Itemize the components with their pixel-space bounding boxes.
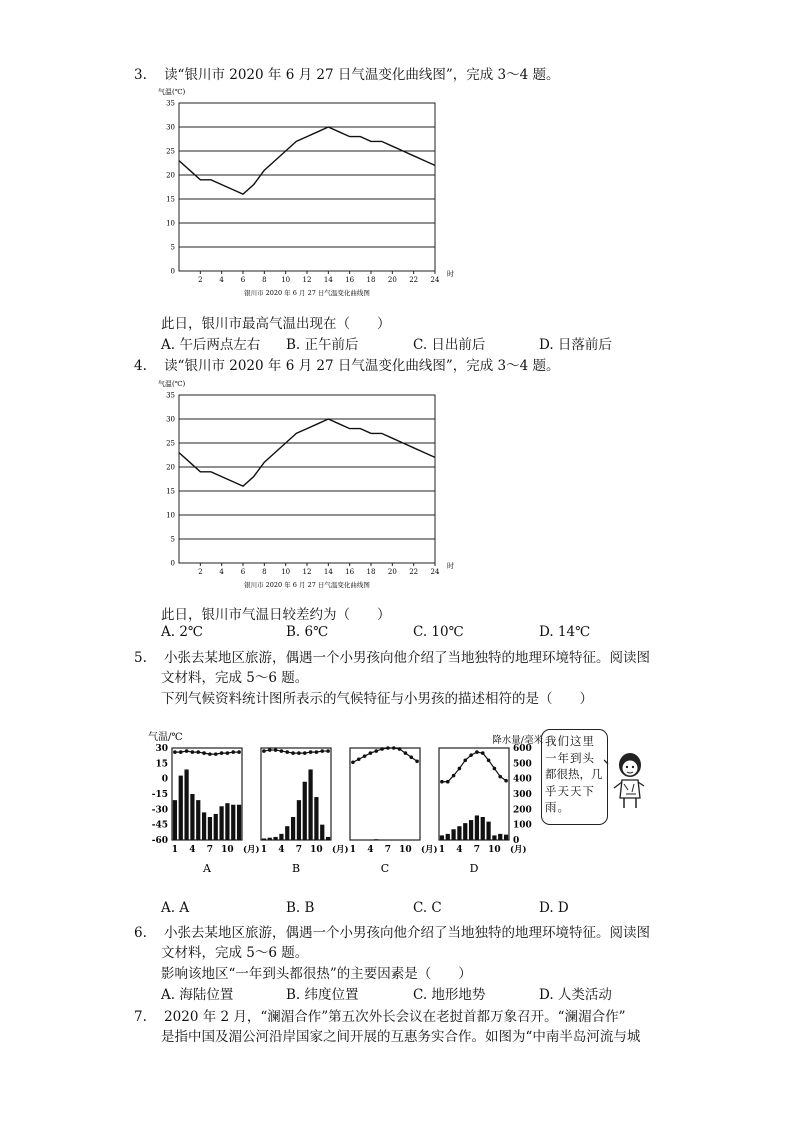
x-tick-label: 8 (262, 276, 267, 284)
temp-point (309, 750, 313, 754)
question-6-stem-line-1: 6. 小张去某地区旅游，偶遇一个小男孩向他介绍了当地独特的地理环境特征。阅读图 (134, 925, 651, 941)
x-tick-label: 18 (366, 568, 376, 576)
temp-point (220, 751, 224, 755)
x-tick-label: 6 (240, 568, 246, 576)
question-5-option-c[interactable]: C. C (413, 900, 442, 916)
temp-point (214, 752, 218, 756)
month-unit-label: (月) (421, 845, 438, 855)
chart-caption: 银川市 2020 年 6 月 27 日气温变化曲线图 (244, 289, 370, 297)
precip-bar (225, 803, 229, 840)
temp-line (264, 750, 328, 753)
temp-point (179, 750, 183, 754)
question-6-option-b[interactable]: B. 纬度位置 (286, 987, 359, 1003)
temp-point (440, 780, 444, 784)
x-tick-label: 14 (323, 568, 333, 576)
precip-bar (285, 826, 289, 840)
month-unit-label: (月) (510, 845, 527, 855)
y-tick-label: 5 (170, 535, 175, 544)
temp-point (173, 750, 177, 754)
temp-point (487, 758, 491, 762)
y-axis-label: 气温(℃) (158, 380, 186, 388)
temp-point (481, 751, 485, 755)
precip-bar (498, 834, 502, 840)
question-4-stem: 4. 读“银川市 2020 年 6 月 27 日气温变化曲线图”，完成 3～4 题。 (134, 358, 560, 374)
x-axis-label: 时 (447, 270, 454, 278)
x-tick-label: 6 (240, 276, 246, 284)
temperature-line (179, 127, 435, 194)
temp-tick-label: -60 (151, 836, 168, 846)
temperature-line (179, 419, 435, 486)
temp-point (374, 749, 378, 753)
chart-caption: 银川市 2020 年 6 月 27 日气温变化曲线图 (244, 581, 370, 589)
question-3-option-a[interactable]: A. 午后两点左右 (161, 337, 261, 353)
x-tick-label: 16 (345, 568, 355, 576)
question-3-option-d[interactable]: D. 日落前后 (539, 337, 612, 353)
x-tick-label: 8 (262, 568, 267, 576)
question-4-option-d[interactable]: D. 14℃ (539, 624, 591, 640)
month-label: 10 (310, 845, 323, 855)
month-label: 7 (473, 845, 481, 855)
x-tick-label: 2 (198, 276, 203, 284)
x-tick-label: 20 (387, 276, 397, 284)
question-5-option-b[interactable]: B. B (286, 900, 315, 916)
panel-name: A (203, 862, 211, 875)
precip-bar (262, 838, 266, 840)
temp-point (475, 750, 479, 754)
precip-bar (268, 838, 272, 840)
temp-point (303, 751, 307, 755)
plot-frame (179, 395, 435, 563)
question-5-option-d[interactable]: D. D (539, 900, 569, 916)
precip-tick-label: 600 (513, 744, 532, 754)
question-6-stem-line-2: 文材料，完成 5～6 题。 (161, 945, 309, 961)
question-4-prompt: 此日，银川市气温日较差约为（ ） (161, 607, 391, 623)
month-label: 4 (278, 845, 285, 855)
y-tick-label: 30 (166, 415, 175, 424)
precip-bar (273, 837, 277, 840)
question-7-stem-line-1: 7. 2020 年 2 月，“澜湄合作”第五次外长会议在老挝首都万象召开。“澜湄合作” (134, 1009, 626, 1025)
x-tick-label: 22 (409, 568, 419, 576)
precip-bar (326, 837, 330, 840)
y-tick-label: 15 (166, 487, 175, 496)
precip-bar (308, 769, 312, 840)
temp-tick-label: -45 (151, 820, 168, 831)
precip-bar (475, 815, 479, 840)
temp-point (404, 751, 408, 755)
temperature-chart-1 (150, 83, 470, 308)
month-label: 10 (221, 845, 234, 855)
precip-bar (469, 820, 473, 840)
temp-point (237, 750, 241, 754)
temp-point (280, 749, 284, 753)
month-unit-label: (月) (332, 845, 349, 855)
month-label: 4 (367, 845, 374, 855)
y-tick-label: 30 (166, 123, 175, 132)
precip-bar (219, 806, 223, 840)
precip-bar (446, 834, 450, 840)
y-axis-label: 气温(℃) (158, 88, 186, 96)
temp-point (268, 748, 272, 752)
question-6-option-a[interactable]: A. 海陆位置 (161, 987, 234, 1003)
month-unit-label: (月) (243, 845, 260, 855)
panel-name: D (469, 862, 479, 875)
y-tick-label: 0 (170, 267, 175, 276)
right-axis-label: 降水量/毫米 (492, 735, 543, 746)
boy-illustration (604, 750, 646, 810)
precip-tick-label: 0 (513, 836, 520, 846)
month-label: 1 (260, 845, 268, 855)
precip-tick-label: 400 (513, 774, 532, 785)
x-tick-label: 12 (302, 568, 312, 576)
precip-bar (184, 769, 188, 840)
month-label: 7 (384, 845, 392, 855)
precip-bar (237, 805, 241, 840)
x-tick-label: 22 (409, 276, 419, 284)
climate-panel-D (439, 748, 509, 840)
x-tick-label: 18 (366, 276, 376, 284)
y-tick-label: 5 (170, 243, 175, 252)
question-3-option-c[interactable]: C. 日出前后 (413, 337, 486, 353)
month-label: 1 (171, 845, 179, 855)
precip-bar (314, 797, 318, 840)
y-tick-label: 20 (166, 463, 175, 472)
plot-frame (179, 103, 435, 271)
precip-bar (291, 817, 295, 840)
y-tick-label: 10 (166, 219, 175, 228)
temp-point (202, 751, 206, 755)
temp-tick-label: -15 (151, 790, 168, 800)
month-label: 7 (206, 845, 214, 855)
question-6-option-c[interactable]: C. 地形地势 (413, 987, 486, 1003)
precip-tick-label: 300 (513, 790, 532, 800)
x-tick-label: 24 (430, 568, 440, 576)
temp-line (442, 752, 506, 782)
x-tick-label: 10 (281, 568, 291, 576)
x-tick-label: 10 (281, 276, 291, 284)
precip-bar (297, 800, 301, 840)
temp-tick-label: -30 (151, 805, 168, 816)
temp-tick-label: 0 (161, 774, 168, 785)
temp-point (386, 746, 390, 750)
precip-bar (463, 823, 467, 840)
precip-bar (451, 829, 455, 840)
month-label: 4 (456, 845, 463, 855)
x-tick-label: 4 (219, 568, 224, 576)
month-label: 1 (438, 845, 446, 855)
precip-bar (303, 782, 307, 840)
precip-bar (190, 794, 194, 840)
temp-point (363, 754, 367, 758)
temp-point (291, 751, 295, 755)
temp-point (196, 750, 200, 754)
temp-point (315, 750, 319, 754)
temp-point (231, 750, 235, 754)
x-tick-label: 16 (345, 276, 355, 284)
temp-point (398, 747, 402, 751)
question-4-option-a[interactable]: A. 2℃ (161, 624, 204, 640)
x-tick-label: 24 (430, 276, 440, 284)
x-tick-label: 20 (387, 568, 397, 576)
temp-point (208, 752, 212, 756)
question-5-stem-line-1: 5. 小张去某地区旅游，偶遇一个小男孩向他介绍了当地独特的地理环境特征。阅读图 (134, 650, 651, 666)
x-tick-label: 2 (198, 568, 203, 576)
temp-tick-label: 30 (155, 744, 168, 754)
temp-point (380, 747, 384, 751)
precip-bar (173, 800, 177, 840)
temp-line (175, 751, 239, 754)
left-axis-label: 气温/℃ (148, 732, 183, 743)
question-6-prompt: 影响该地区“一年到头都很热”的主要因素是（ ） (161, 966, 472, 982)
temp-tick-label: 15 (155, 759, 168, 770)
x-tick-label: 14 (323, 276, 333, 284)
y-tick-label: 35 (166, 391, 175, 400)
question-3-prompt: 此日，银川市最高气温出现在（ ） (161, 316, 391, 332)
temp-point (326, 749, 330, 753)
precip-tick-label: 200 (513, 805, 532, 816)
temp-point (498, 775, 502, 779)
temp-point (369, 751, 373, 755)
question-5-prompt: 下列气候资料统计图所表示的气候特征与小男孩的描述相符的是（ ） (161, 691, 593, 707)
climate-charts (148, 728, 548, 880)
y-tick-label: 35 (166, 99, 175, 108)
precip-bar (231, 805, 235, 840)
y-tick-label: 25 (166, 439, 175, 448)
temp-point (415, 759, 419, 763)
temp-point (351, 761, 355, 765)
y-tick-label: 20 (166, 171, 175, 180)
question-4-option-b[interactable]: B. 6℃ (286, 624, 329, 640)
temp-point (357, 757, 361, 761)
precip-bar (196, 800, 200, 840)
precip-bar (504, 835, 508, 840)
climate-panel-C (350, 748, 420, 840)
precip-tick-label: 100 (513, 820, 532, 831)
precip-bar (202, 812, 206, 840)
temp-point (185, 749, 189, 753)
precip-bar (457, 826, 461, 840)
precip-bar (440, 835, 444, 840)
temp-point (463, 758, 467, 762)
y-tick-label: 25 (166, 147, 175, 156)
temp-point (458, 767, 462, 771)
panel-name: C (380, 862, 390, 875)
question-7-stem-line-2: 是指中国及湄公河沿岸国家之间开展的互惠务实合作。如图为“中南半岛河流与城 (161, 1029, 641, 1045)
question-5-option-a[interactable]: A. A (161, 900, 190, 916)
month-label: 1 (349, 845, 357, 855)
temp-point (297, 751, 301, 755)
temp-point (409, 755, 413, 759)
month-label: 10 (399, 845, 412, 855)
temp-point (274, 748, 278, 752)
precip-bar (320, 825, 324, 840)
temp-point (504, 779, 508, 783)
temp-line (353, 748, 417, 762)
question-6-option-d[interactable]: D. 人类活动 (539, 987, 612, 1003)
temp-point (320, 749, 324, 753)
month-label: 4 (189, 845, 196, 855)
temperature-chart-2 (150, 375, 470, 600)
x-tick-label: 12 (302, 276, 312, 284)
y-tick-label: 0 (170, 559, 175, 568)
speech-bubble: 我们这里 一年到头 都很热，几 乎天天下 雨。 (541, 729, 608, 825)
question-3-option-b[interactable]: B. 正午前后 (286, 337, 359, 353)
y-tick-label: 10 (166, 511, 175, 520)
question-5-stem-line-2: 文材料，完成 5～6 题。 (161, 670, 309, 686)
temp-point (493, 767, 497, 771)
precip-bar (486, 822, 490, 840)
x-tick-label: 4 (219, 276, 224, 284)
temp-point (469, 753, 473, 757)
precip-bar (492, 835, 496, 840)
temp-point (226, 751, 230, 755)
temp-point (191, 750, 195, 754)
month-label: 10 (488, 845, 501, 855)
y-tick-label: 15 (166, 195, 175, 204)
question-3-stem: 3. 读“银川市 2020 年 6 月 27 日气温变化曲线图”，完成 3～4 题。 (134, 67, 560, 83)
precip-tick-label: 500 (513, 759, 532, 770)
question-4-option-c[interactable]: C. 10℃ (413, 624, 464, 640)
temp-point (392, 746, 396, 750)
precip-bar (481, 817, 485, 840)
precip-bar (279, 834, 283, 840)
panel-name: B (291, 862, 301, 875)
temp-point (452, 774, 456, 778)
x-axis-label: 时 (447, 562, 454, 570)
precip-bar (214, 814, 218, 840)
temp-point (285, 750, 289, 754)
month-label: 7 (295, 845, 303, 855)
precip-bar (208, 817, 212, 840)
precip-bar (179, 776, 183, 840)
temp-point (262, 749, 266, 753)
precip-bar (374, 839, 378, 840)
temp-point (446, 780, 450, 784)
